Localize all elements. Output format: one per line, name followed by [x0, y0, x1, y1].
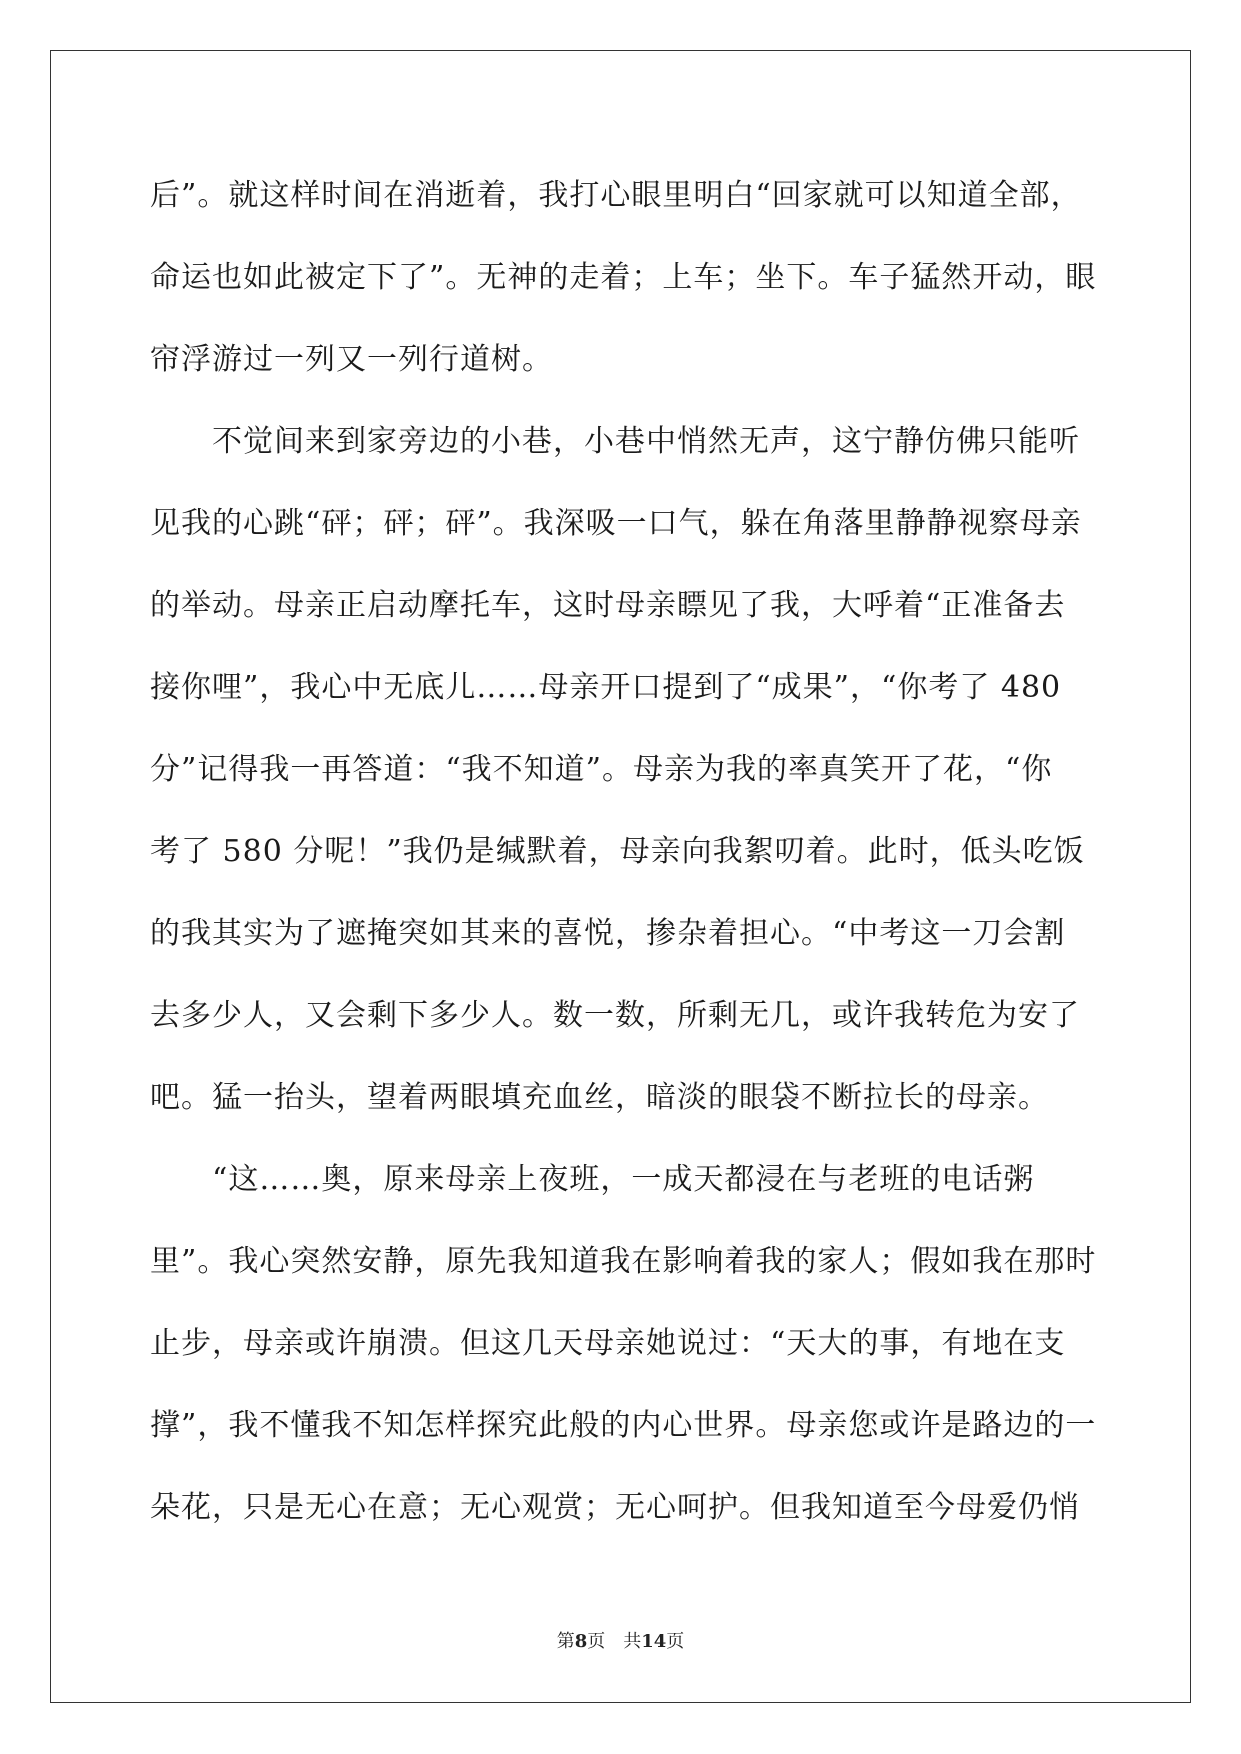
text-line: 命运也如此被定下了”。无神的走着；上车；坐下。车子猛然开动，眼: [150, 260, 1097, 295]
page-suffix: 页: [587, 1631, 606, 1652]
text-line: 止步，母亲或许崩溃。但这几天母亲她说过：“天大的事，有地在支: [150, 1326, 1066, 1361]
document-body: [150, 155, 1100, 1549]
page-prefix: 第: [556, 1631, 575, 1652]
text-line: 的举动。母亲正启动摩托车，这时母亲瞟见了我，大呼着“正准备去: [150, 588, 1066, 623]
text-line: 朵花，只是无心在意；无心观赏；无心呵护。但我知道至今母爱仍悄: [150, 1490, 1080, 1525]
text-line: 吧。猛一抬头，望着两眼填充血丝，暗淡的眼袋不断拉长的母亲。: [150, 1080, 1049, 1115]
text-line: 里”。我心突然安静，原先我知道我在影响着我的家人；假如我在那时: [150, 1244, 1097, 1279]
text-line: 的我其实为了遮掩突如其来的喜悦，掺杂着担心。“中考这一刀会割: [150, 916, 1066, 951]
text-line: 见我的心跳“砰；砰；砰”。我深吸一口气，躲在角落里静静视察母亲: [150, 506, 1082, 541]
total-prefix: 共: [623, 1631, 642, 1652]
text-line: “这……奥，原来母亲上夜班，一成天都浸在与老班的电话粥: [150, 1162, 1035, 1197]
text-line: 考了 580 分呢！”我仍是缄默着，母亲向我絮叨着。此时，低头吃饭: [150, 834, 1085, 869]
text-line: 接你哩”，我心中无底儿……母亲开口提到了“成果”，“你考了 480: [150, 670, 1062, 705]
page-footer: [0, 1627, 1241, 1653]
text-line: 不觉间来到家旁边的小巷，小巷中悄然无声，这宁静仿佛只能听: [150, 424, 1080, 459]
page-number: 8: [574, 1631, 588, 1652]
total-suffix: 页: [666, 1631, 685, 1652]
text-line: 分”记得我一再答道：“我不知道”。母亲为我的率真笑开了花，“你: [150, 752, 1053, 787]
total-pages: 14: [641, 1631, 667, 1652]
text-line: 去多少人，又会剩下多少人。数一数，所剩无几，或许我转危为安了: [150, 998, 1080, 1033]
text-line: 帘浮游过一列又一列行道树。: [150, 342, 553, 377]
text-line: 撑”，我不懂我不知怎样探究此般的内心世界。母亲您或许是路边的一: [150, 1408, 1097, 1443]
text-line: 后”。就这样时间在消逝着，我打心眼里明白“回家就可以知道全部，: [150, 178, 1082, 213]
